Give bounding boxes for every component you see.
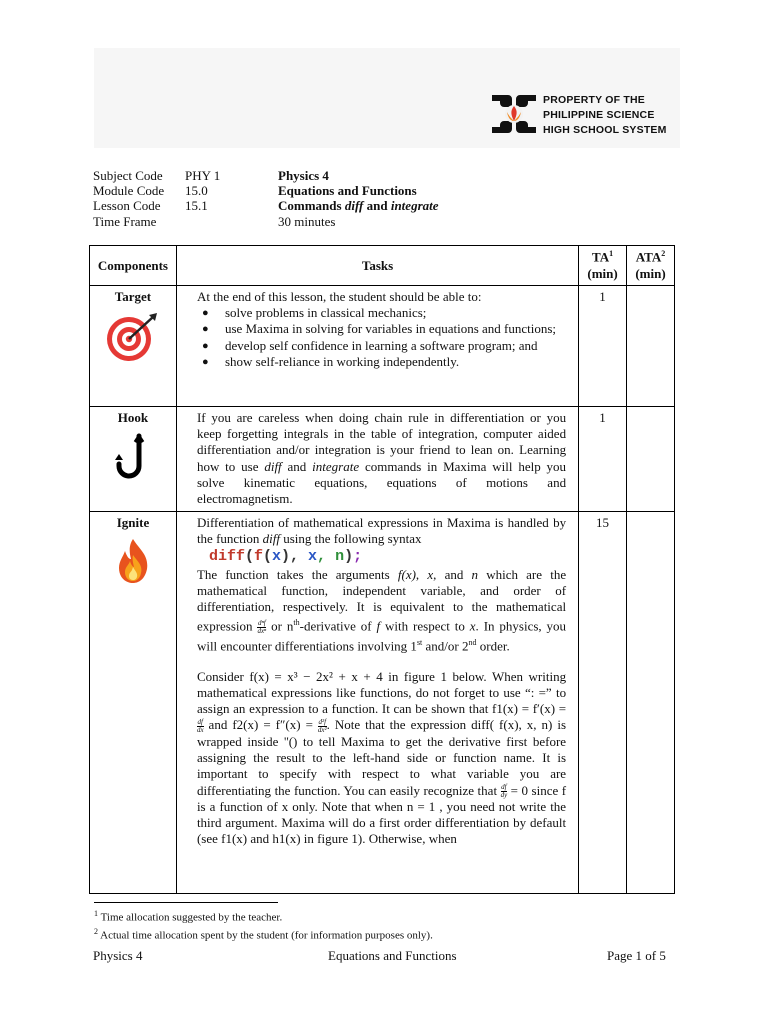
meta-label: Time Frame	[93, 213, 157, 229]
hook-icon	[113, 432, 153, 484]
ignite-tasks	[176, 512, 578, 894]
ignite-text: . Note that the expression diff( f(x), x, n) is wrapped inside ''() to tell Maxima to get the derivative first before assigning the result to the left-hand side or function name. It is important to specify with respect to what variable you are differentiating the function. You can easily recognize that	[196, 717, 567, 798]
objective-list	[197, 305, 566, 370]
ignite-paragraph-2: The function takes the arguments f(x), x, and n which are the mathematical function, independent variable, and order of differentiation, respectively. It is equivalent to the mathematical expression $\frac{\text{dⁿf}}{\text{dxⁿ}}$ or $n^{th}$-derivative of f with respect to x. In physics, you will encounter differentiations involving 1st and/or 2nd order.	[196, 566, 567, 654]
hook-and: and	[281, 458, 313, 474]
hook-text-end: commands in Maxima will help you solve kinematic equations, equations of motions and electromagnetism.	[196, 458, 567, 507]
list-item: ● develop self confidence in learning a software program; and	[197, 338, 566, 354]
ignite-fx: f(x)	[397, 566, 416, 582]
footnote-mark: 1	[94, 909, 98, 918]
fraction-df-dx	[197, 719, 204, 734]
sup-st: st	[416, 638, 423, 648]
lesson-cmd-diff: diff	[344, 198, 364, 214]
logo-line: HIGH SCHOOL SYSTEM	[543, 124, 667, 136]
target-label: Target	[114, 289, 152, 304]
ta-sup: 1	[609, 249, 614, 259]
footnote-2	[94, 925, 433, 943]
fire-icon	[113, 537, 153, 585]
logo-text	[543, 93, 667, 138]
list-item: ● use Maxima in solving for variables in equations and functions;	[197, 321, 566, 337]
ignite-n: n	[471, 566, 479, 582]
target-intro: At the end of this lesson, the student should be able to:	[196, 289, 482, 304]
ata-sup: 2	[661, 249, 666, 259]
header-ta	[579, 246, 627, 286]
ignite-ta: 15	[579, 512, 627, 894]
hook-diff: diff	[264, 458, 282, 474]
footnote-divider	[94, 902, 278, 903]
frac-top: df	[501, 783, 507, 792]
frac-bot: dy	[500, 791, 508, 800]
sup-nd: nd	[468, 638, 477, 648]
footnote-text: Actual time allocation spent by the student (for information purposes only).	[100, 929, 433, 942]
ignite-x2: x	[469, 618, 476, 634]
code-syntax: diff(f(x), x, n);	[208, 547, 363, 565]
hook-ata	[627, 407, 675, 512]
hook-ta: 1	[579, 407, 627, 512]
component-ignite	[90, 512, 177, 894]
footer-center: Equations and Functions	[328, 948, 457, 963]
ignite-text: and f2(x) = f″(x) =	[203, 717, 318, 733]
ignite-text: with respect to	[380, 618, 470, 634]
lesson-code: 15.1	[185, 198, 208, 214]
ata-min: (min)	[635, 265, 666, 281]
lesson-name	[278, 198, 439, 213]
frac-bot: dxⁿ	[257, 627, 267, 636]
target-ata	[627, 286, 675, 407]
ignite-text: and/or 2	[422, 638, 469, 654]
ignite-text: order.	[476, 638, 510, 654]
hook-integrate: integrate	[312, 458, 360, 474]
code-fn: diff	[208, 547, 245, 565]
sup-th: th	[293, 618, 300, 628]
lesson-cmd-integrate: integrate	[390, 198, 439, 214]
ignite-paragraph-1	[197, 515, 566, 547]
table-row-ignite	[90, 512, 675, 894]
frac-top: d²f	[318, 717, 327, 726]
ignite-text: Differentiation of mathematical expressions in Maxima is handled by the function	[196, 515, 567, 547]
hook-label: Hook	[117, 410, 149, 425]
target-tasks	[176, 286, 578, 407]
footnote-1	[94, 907, 433, 925]
lesson-table	[89, 245, 675, 894]
module-code: 15.0	[185, 183, 208, 199]
code-f: f	[253, 547, 263, 565]
frac-bot: dx	[196, 725, 204, 734]
code-n: n	[335, 547, 345, 565]
header-components: Components	[90, 246, 177, 286]
time-frame: 30 minutes	[278, 213, 336, 229]
component-hook	[90, 407, 177, 512]
footnotes	[94, 907, 433, 942]
target-icon	[105, 311, 161, 363]
footer-page-number: Page 1 of 5	[607, 948, 666, 963]
subject-name: Physics 4	[278, 168, 329, 183]
ignite-text: . In physics, you will encounter differentiations involving 1	[196, 618, 567, 654]
pshs-logo-icon	[490, 91, 538, 137]
ta-label: TA	[591, 249, 610, 265]
ignite-text: The function takes the arguments	[196, 566, 398, 582]
table-row-target	[90, 286, 675, 407]
hook-tasks	[176, 407, 578, 512]
frac-top: df	[197, 717, 203, 726]
header-ata	[627, 246, 675, 286]
frac-bot: dx²	[317, 725, 327, 734]
component-target	[90, 286, 177, 407]
table-row-hook	[90, 407, 675, 512]
module-name: Equations and Functions	[278, 183, 417, 199]
header-tasks: Tasks	[176, 246, 578, 286]
fraction-nth	[257, 620, 266, 635]
subject-code: PHY 1	[185, 168, 221, 183]
ignite-ata	[627, 512, 675, 894]
lesson-prefix: Commands	[278, 198, 345, 214]
list-item: ● solve problems in classical mechanics;	[197, 305, 566, 321]
frac-top: dⁿf	[258, 619, 266, 628]
table-header-row	[90, 246, 675, 286]
ignite-paragraph-3	[197, 669, 566, 848]
lesson-and: and	[363, 198, 391, 214]
ignite-text: or n	[266, 618, 294, 634]
target-ta: 1	[579, 286, 627, 407]
ignite-text: Consider f(x) = x³ − 2x² + x + 4 in figure 1 below. When writing mathematical expressions like functions, do not forget to use “: =” to assign an expression to a function. It can be shown that f1(x) = f′(x) =	[196, 668, 567, 717]
logo-line: PROPERTY OF THE	[543, 94, 645, 106]
ignite-text: = 0 since f is a function of x only. Note that when n = 1 , you need not write the third argument. Maxima will do a first order differentiation by default (see f1(x) and h1(x) in figure 1). Otherwise, when	[196, 782, 567, 847]
ignite-text: which are the mathematical function, independent variable, and order of differentiation, respectively. It is equivalent to the mathematical expression	[196, 566, 567, 634]
footnote-mark: 2	[94, 926, 98, 936]
ignite-diff: diff	[262, 531, 280, 547]
ata-label: ATA	[635, 249, 662, 265]
ignite-f: f	[376, 618, 381, 634]
footer-left: Physics 4	[93, 948, 143, 963]
hook-text: If you are careless when doing chain rule in differentiation or you keep forgetting integrals in the table of integration, computer aided differentiation and/or integration is your friend to lean on. Learning how to use	[196, 410, 567, 474]
ignite-label: Ignite	[116, 515, 150, 531]
code-x: x	[272, 547, 282, 565]
ignite-text: -derivative of	[299, 618, 377, 634]
meta-label: Lesson Code	[93, 198, 161, 214]
code-x2: x	[308, 547, 318, 565]
ta-min: (min)	[587, 265, 618, 281]
ignite-x: x	[427, 566, 434, 582]
fraction-d2f-dx2	[318, 719, 327, 734]
logo-line: PHILIPPINE SCIENCE	[543, 109, 655, 121]
list-item: ● show self-reliance in working independently.	[197, 354, 566, 370]
footnote-text: Time allocation suggested by the teacher.	[100, 911, 283, 924]
meta-label: Subject Code	[93, 168, 163, 183]
pshs-logo	[490, 91, 538, 142]
meta-label: Module Code	[93, 183, 165, 199]
ignite-text: using the following syntax	[280, 531, 422, 547]
